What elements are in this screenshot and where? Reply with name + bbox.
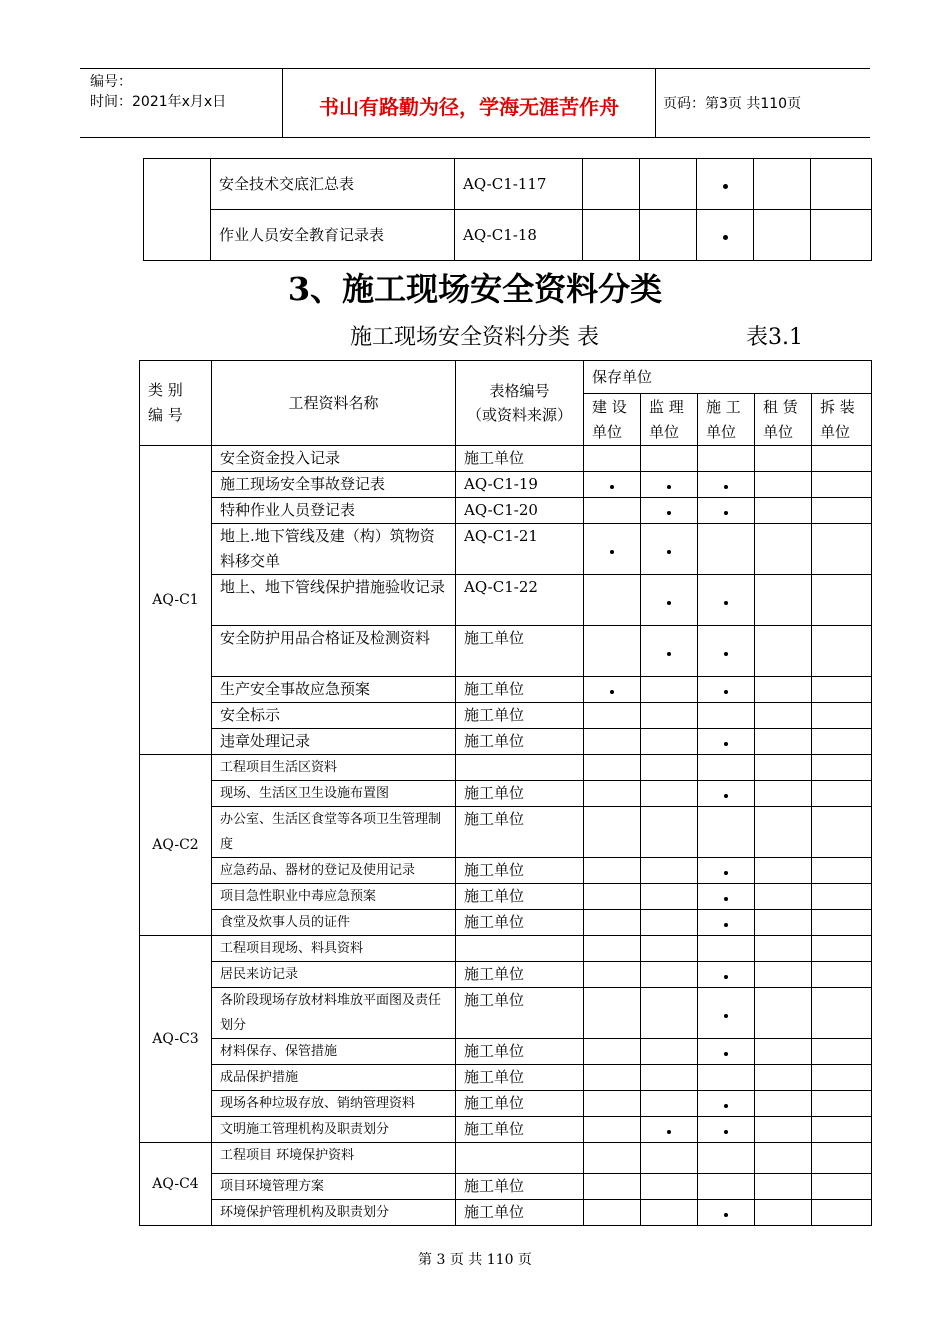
keep-mark-cell (697, 159, 754, 210)
keep-mark-cell (698, 1143, 755, 1174)
classification-table (139, 360, 872, 1226)
material-name: 各阶段现场存放材料堆放平面图及责任划分 (212, 988, 456, 1039)
material-name: 项目环境管理方案 (212, 1174, 456, 1200)
header-unit-2: 施 工 单位 (698, 394, 755, 446)
keep-mark-cell (698, 1065, 755, 1091)
bullet-mark (667, 485, 671, 489)
table-row (140, 472, 872, 498)
keep-mark-cell (755, 1091, 812, 1117)
keep-mark-cell (755, 910, 812, 936)
keep-mark-cell (584, 1174, 641, 1200)
keep-mark-cell (812, 626, 872, 677)
category-code: AQ-C4 (140, 1143, 212, 1226)
table-row (140, 677, 872, 703)
form-code: AQ-C1-20 (456, 498, 584, 524)
keep-mark-cell (641, 962, 698, 988)
form-code: 施工单位 (456, 626, 584, 677)
doc-date-label: 时间：2021年x月x日 (90, 94, 227, 110)
table-row (140, 1200, 872, 1226)
material-name: 特种作业人员登记表 (212, 498, 456, 524)
header-motto: 书山有路勤为径，学海无涯苦作舟 (319, 95, 619, 119)
material-name: 文明施工管理机构及职责划分 (212, 1117, 456, 1143)
keep-mark-cell (698, 575, 755, 626)
keep-mark-cell (640, 159, 697, 210)
keep-mark-cell (584, 703, 641, 729)
keep-mark-cell (641, 910, 698, 936)
keep-mark-cell (698, 988, 755, 1039)
keep-mark-cell (812, 1039, 872, 1065)
keep-mark-cell (584, 858, 641, 884)
keep-mark-cell (641, 575, 698, 626)
bullet-mark (610, 550, 614, 554)
keep-mark-cell (755, 729, 812, 755)
keep-mark-cell (698, 524, 755, 575)
header-motto-cell (282, 69, 656, 137)
form-code: 施工单位 (456, 703, 584, 729)
keep-mark-cell (698, 472, 755, 498)
keep-mark-cell (584, 884, 641, 910)
keep-mark-cell (584, 807, 641, 858)
material-name: 办公室、生活区食堂等各项卫生管理制度 (212, 807, 456, 858)
continued-table (143, 158, 872, 261)
keep-mark-cell (755, 1174, 812, 1200)
keep-mark-cell (812, 884, 872, 910)
category-code: AQ-C2 (140, 755, 212, 936)
table-row (140, 1117, 872, 1143)
material-name: 施工现场安全事故登记表 (212, 472, 456, 498)
keep-mark-cell (698, 884, 755, 910)
keep-mark-cell (641, 755, 698, 781)
keep-mark-cell (641, 677, 698, 703)
keep-mark-cell (755, 1143, 812, 1174)
keep-mark-cell (584, 781, 641, 807)
keep-mark-cell (812, 1117, 872, 1143)
keep-mark-cell (812, 524, 872, 575)
bullet-mark (667, 601, 671, 605)
header-code: 表格编号 （或资料来源） (456, 361, 584, 446)
keep-mark-cell (698, 1039, 755, 1065)
form-code (456, 755, 584, 781)
keep-mark-cell (698, 677, 755, 703)
bullet-mark (610, 690, 614, 694)
bullet-mark (724, 1104, 728, 1108)
keep-mark-cell (698, 807, 755, 858)
keep-mark-cell (584, 472, 641, 498)
keep-mark-cell (812, 498, 872, 524)
table-row (140, 575, 872, 626)
material-name: 现场、生活区卫生设施布置图 (212, 781, 456, 807)
keep-mark-cell (641, 498, 698, 524)
keep-mark-cell (698, 1200, 755, 1226)
bullet-mark (667, 1130, 671, 1134)
keep-mark-cell (698, 1174, 755, 1200)
keep-mark-cell (584, 1143, 641, 1174)
keep-mark-cell (584, 524, 641, 575)
keep-mark-cell (584, 446, 641, 472)
category-code: AQ-C3 (140, 936, 212, 1143)
material-name: 安全防护用品合格证及检测资料 (212, 626, 456, 677)
keep-mark-cell (641, 1117, 698, 1143)
keep-mark-cell (584, 755, 641, 781)
material-name: 违章处理记录 (212, 729, 456, 755)
material-name: 环境保护管理机构及职责划分 (212, 1200, 456, 1226)
keep-mark-cell (755, 703, 812, 729)
keep-mark-cell (755, 755, 812, 781)
form-code: 施工单位 (456, 962, 584, 988)
page-footer: 第 3 页 共 110 页 (418, 1252, 532, 1268)
form-code: 施工单位 (456, 988, 584, 1039)
keep-mark-cell (755, 807, 812, 858)
header-category-text: 类 别 编 号 (148, 381, 183, 424)
keep-mark-cell (698, 755, 755, 781)
keep-mark-cell (698, 962, 755, 988)
keep-mark-cell (641, 988, 698, 1039)
header-name: 工程资料名称 (212, 361, 456, 446)
keep-mark-cell (698, 626, 755, 677)
header-unit-0: 建 设 单位 (584, 394, 641, 446)
keep-mark-cell (755, 1200, 812, 1226)
table-row (140, 962, 872, 988)
keep-mark-cell (641, 446, 698, 472)
table-row (140, 781, 872, 807)
keep-mark-cell (698, 910, 755, 936)
bullet-mark (724, 652, 728, 656)
material-name: 工程项目现场、料具资料 (212, 936, 456, 962)
keep-mark-cell (812, 858, 872, 884)
keep-mark-cell (812, 575, 872, 626)
page-header (80, 68, 870, 138)
keep-mark-cell (641, 472, 698, 498)
keep-mark-cell (584, 1091, 641, 1117)
bullet-mark (724, 690, 728, 694)
material-name: 居民来访记录 (212, 962, 456, 988)
material-name: 安全技术交底汇总表 (211, 159, 455, 210)
table-row (140, 1174, 872, 1200)
keep-mark-cell (583, 159, 640, 210)
keep-mark-cell (755, 472, 812, 498)
keep-mark-cell (812, 729, 872, 755)
table-row (140, 729, 872, 755)
keep-mark-cell (698, 703, 755, 729)
keep-mark-cell (812, 1143, 872, 1174)
keep-mark-cell (641, 626, 698, 677)
keep-mark-cell (755, 677, 812, 703)
keep-mark-cell (754, 159, 811, 210)
material-name: 工程项目生活区资料 (212, 755, 456, 781)
doc-number-label: 编号： (90, 74, 132, 90)
form-code: 施工单位 (456, 677, 584, 703)
keep-mark-cell (584, 1200, 641, 1226)
keep-mark-cell (812, 677, 872, 703)
bullet-mark (667, 511, 671, 515)
keep-mark-cell (812, 1174, 872, 1200)
keep-mark-cell (641, 1143, 698, 1174)
keep-mark-cell (698, 858, 755, 884)
keep-mark-cell (641, 884, 698, 910)
form-code: AQ-C1-18 (455, 210, 583, 261)
header-page-label: 页码：第3页 共110页 (663, 96, 802, 112)
table-row (140, 626, 872, 677)
form-code: 施工单位 (456, 910, 584, 936)
keep-mark-cell (698, 446, 755, 472)
material-name: 项目急性职业中毒应急预案 (212, 884, 456, 910)
category-cell (144, 159, 211, 261)
bullet-mark (667, 652, 671, 656)
table-row (140, 884, 872, 910)
table-row (140, 1039, 872, 1065)
bullet-mark (724, 897, 728, 901)
keep-mark-cell (811, 159, 872, 210)
header-keep-unit: 保存单位 (584, 361, 872, 394)
form-code: 施工单位 (456, 1091, 584, 1117)
bullet-mark (724, 601, 728, 605)
material-name: 安全标示 (212, 703, 456, 729)
bullet-mark (610, 485, 614, 489)
keep-mark-cell (584, 1117, 641, 1143)
keep-mark-cell (641, 703, 698, 729)
keep-mark-cell (584, 677, 641, 703)
keep-mark-cell (584, 1065, 641, 1091)
keep-mark-cell (812, 807, 872, 858)
form-code: 施工单位 (456, 858, 584, 884)
material-name: 成品保护措施 (212, 1065, 456, 1091)
keep-mark-cell (812, 962, 872, 988)
keep-mark-cell (755, 1039, 812, 1065)
bullet-mark (724, 1014, 728, 1018)
keep-mark-cell (755, 781, 812, 807)
table-row (140, 807, 872, 858)
keep-mark-cell (755, 446, 812, 472)
table-row (140, 498, 872, 524)
keep-mark-cell (812, 472, 872, 498)
table-number: 表3.1 (746, 325, 803, 350)
header-info (80, 69, 282, 137)
bullet-mark (724, 742, 728, 746)
keep-mark-cell (641, 858, 698, 884)
table-row (140, 1143, 872, 1174)
table-row (144, 159, 872, 210)
keep-mark-cell (641, 807, 698, 858)
keep-mark-cell (755, 1065, 812, 1091)
keep-mark-cell (641, 936, 698, 962)
form-code: 施工单位 (456, 1174, 584, 1200)
table-row (140, 988, 872, 1039)
bullet-mark (667, 550, 671, 554)
keep-mark-cell (754, 210, 811, 261)
keep-mark-cell (812, 781, 872, 807)
keep-mark-cell (812, 703, 872, 729)
keep-mark-cell (812, 1091, 872, 1117)
bullet-mark (724, 485, 728, 489)
keep-mark-cell (641, 1200, 698, 1226)
form-code: 施工单位 (456, 1200, 584, 1226)
keep-mark-cell (755, 988, 812, 1039)
keep-mark-cell (755, 962, 812, 988)
form-code: AQ-C1-22 (456, 575, 584, 626)
bullet-mark (724, 871, 728, 875)
keep-mark-cell (698, 936, 755, 962)
category-code: AQ-C1 (140, 446, 212, 755)
form-code (456, 1143, 584, 1174)
table-row (140, 858, 872, 884)
header-unit-1: 监 理 单位 (641, 394, 698, 446)
table-row (140, 446, 872, 472)
keep-mark-cell (641, 1065, 698, 1091)
bullet-mark (724, 975, 728, 979)
keep-mark-cell (698, 781, 755, 807)
header-category (140, 361, 212, 446)
header-unit-4: 拆 装 单位 (812, 394, 872, 446)
form-code: 施工单位 (456, 729, 584, 755)
keep-mark-cell (698, 1091, 755, 1117)
keep-mark-cell (584, 626, 641, 677)
material-name: 地上.地下管线及建（构）筑物资料移交单 (212, 524, 456, 575)
section-title: 3、施工现场安全资料分类 (287, 270, 663, 308)
material-name: 作业人员安全教育记录表 (211, 210, 455, 261)
form-code: 施工单位 (456, 1039, 584, 1065)
keep-mark-cell (584, 988, 641, 1039)
header-unit-3: 租 赁 单位 (755, 394, 812, 446)
table-title: 施工现场安全资料分类 表 (350, 325, 599, 350)
keep-mark-cell (755, 575, 812, 626)
keep-mark-cell (755, 858, 812, 884)
keep-mark-cell (697, 210, 754, 261)
keep-mark-cell (584, 498, 641, 524)
material-name: 工程项目 环境保护资料 (212, 1143, 456, 1174)
keep-mark-cell (584, 1039, 641, 1065)
material-name: 安全资金投入记录 (212, 446, 456, 472)
bullet-mark (724, 1130, 728, 1134)
form-code: 施工单位 (456, 1065, 584, 1091)
table-row (140, 910, 872, 936)
keep-mark-cell (584, 910, 641, 936)
keep-mark-cell (812, 1065, 872, 1091)
bullet-mark (724, 794, 728, 798)
keep-mark-cell (641, 729, 698, 755)
keep-mark-cell (584, 962, 641, 988)
keep-mark-cell (641, 1091, 698, 1117)
keep-mark-cell (698, 498, 755, 524)
material-name: 生产安全事故应急预案 (212, 677, 456, 703)
material-name: 应急药品、器材的登记及使用记录 (212, 858, 456, 884)
table-row (140, 524, 872, 575)
keep-mark-cell (755, 1117, 812, 1143)
keep-mark-cell (755, 884, 812, 910)
keep-mark-cell (584, 729, 641, 755)
keep-mark-cell (755, 524, 812, 575)
keep-mark-cell (812, 1200, 872, 1226)
keep-mark-cell (812, 936, 872, 962)
bullet-mark (724, 1052, 728, 1056)
form-code: 施工单位 (456, 807, 584, 858)
bullet-mark (723, 184, 728, 189)
table-row (140, 936, 872, 962)
form-code: AQ-C1-117 (455, 159, 583, 210)
table-row (140, 1065, 872, 1091)
bullet-mark (724, 511, 728, 515)
form-code: 施工单位 (456, 1117, 584, 1143)
keep-mark-cell (755, 498, 812, 524)
keep-mark-cell (641, 1174, 698, 1200)
keep-mark-cell (583, 210, 640, 261)
keep-mark-cell (640, 210, 697, 261)
bullet-mark (723, 235, 728, 240)
material-name: 材料保存、保管措施 (212, 1039, 456, 1065)
table-row (144, 210, 872, 261)
form-code: 施工单位 (456, 781, 584, 807)
table-row (140, 755, 872, 781)
keep-mark-cell (811, 210, 872, 261)
keep-mark-cell (641, 781, 698, 807)
form-code: 施工单位 (456, 884, 584, 910)
keep-mark-cell (584, 936, 641, 962)
keep-mark-cell (812, 755, 872, 781)
keep-mark-cell (755, 626, 812, 677)
keep-mark-cell (755, 936, 812, 962)
form-code: 施工单位 (456, 446, 584, 472)
bullet-mark (724, 1213, 728, 1217)
keep-mark-cell (641, 1039, 698, 1065)
keep-mark-cell (812, 988, 872, 1039)
keep-mark-cell (641, 524, 698, 575)
form-code (456, 936, 584, 962)
keep-mark-cell (584, 575, 641, 626)
table-row (140, 703, 872, 729)
keep-mark-cell (812, 446, 872, 472)
keep-mark-cell (698, 1117, 755, 1143)
keep-mark-cell (812, 910, 872, 936)
bullet-mark (724, 923, 728, 927)
material-name: 现场各种垃圾存放、销纳管理资料 (212, 1091, 456, 1117)
form-code: AQ-C1-21 (456, 524, 584, 575)
table-row (140, 1091, 872, 1117)
material-name: 食堂及炊事人员的证件 (212, 910, 456, 936)
material-name: 地上、地下管线保护措施验收记录 (212, 575, 456, 626)
form-code: AQ-C1-19 (456, 472, 584, 498)
keep-mark-cell (698, 729, 755, 755)
